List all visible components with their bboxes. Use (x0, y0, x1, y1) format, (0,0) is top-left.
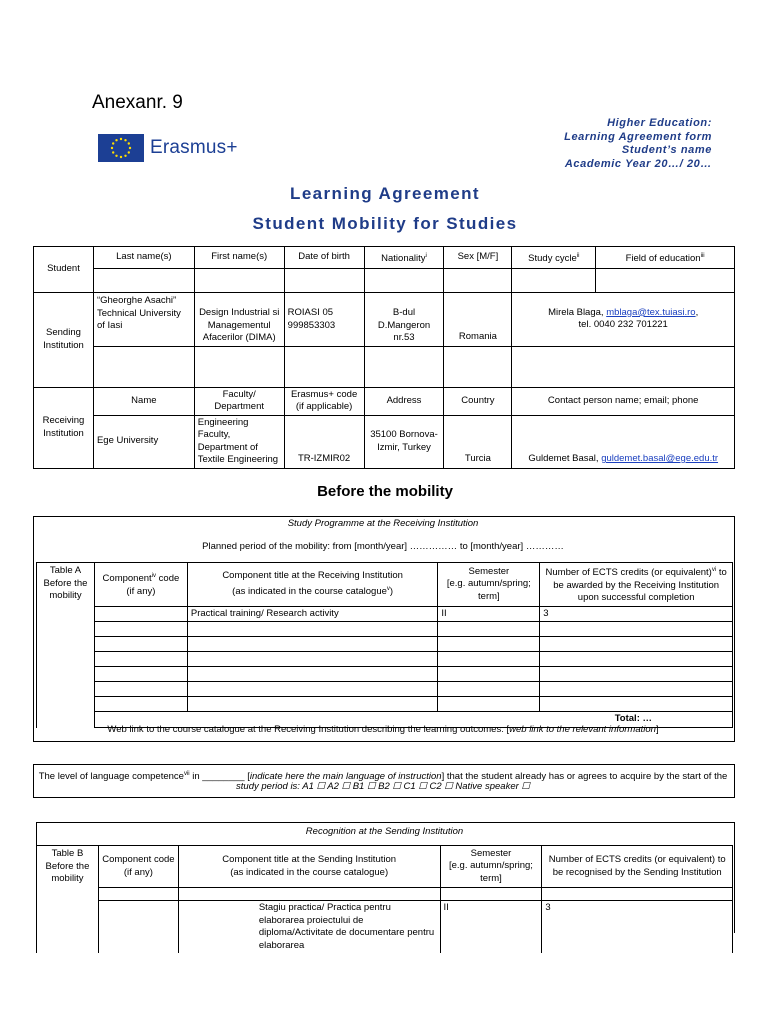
receiving-address: 35100 Bornova-Izmir, Turkey (364, 415, 444, 468)
sending-contact-email[interactable]: mblaga@tex.tuiasi.ro (606, 306, 696, 318)
sending-erasmus-code: ROIASI 05 999853303 (284, 293, 364, 347)
table-a-empty-cell[interactable] (540, 667, 733, 682)
table-a-empty-cell[interactable] (438, 652, 540, 667)
sending-empty-cell (284, 346, 364, 387)
table-b-empty-cell[interactable] (440, 888, 542, 901)
table-b-row-title[interactable]: Stagiu practica/ Practica pentru elaborarea proiectului de diploma/Activitate de documentare pentru elaborarea (178, 901, 440, 954)
erasmus-wordmark: Erasmus+ (150, 137, 238, 158)
student-header-dob: Date of birth (284, 247, 364, 269)
student-header-sex: Sex [M/F] (444, 247, 512, 269)
student-header-lastname: Last name(s) (93, 247, 194, 269)
student-field-value[interactable] (596, 269, 735, 293)
student-institution-table (33, 246, 735, 469)
header-line: Student’s name (621, 144, 712, 156)
table-a-empty-cell[interactable] (187, 622, 438, 637)
student-header-firstname: First name(s) (194, 247, 284, 269)
sending-empty-cell (512, 346, 735, 387)
table-b-header-semester: Semester [e.g. autumn/spring; term] (440, 846, 542, 888)
table-a-row-code[interactable] (94, 606, 187, 622)
eu-flag-icon (98, 134, 144, 162)
table-a-empty-cell[interactable] (438, 667, 540, 682)
table-a-row-ects[interactable]: 3 (540, 606, 733, 622)
table-b-label: Table B Before the mobility (37, 846, 99, 954)
table-a (36, 562, 733, 728)
table-a-empty-cell[interactable] (187, 682, 438, 697)
student-cycle-value[interactable] (512, 269, 596, 293)
sending-row-label: Sending Institution (34, 293, 94, 388)
table-a-empty-cell[interactable] (94, 697, 187, 712)
table-a-header-semester: Semester [e.g. autumn/spring; term] (438, 563, 540, 607)
table-b-header-code: Component code (if any) (98, 846, 178, 888)
sending-address: B-dul D.Mangeron nr.53 (364, 293, 444, 347)
receiving-header-name: Name (93, 387, 194, 415)
table-a-empty-cell[interactable] (438, 697, 540, 712)
table-b-row-ects[interactable]: 3 (542, 901, 733, 954)
table-b (36, 845, 733, 953)
erasmus-logo (98, 133, 238, 163)
table-a-empty-cell[interactable] (540, 622, 733, 637)
student-header-nationality: Nationality$^i$ (364, 247, 444, 269)
table-a-header-ects: Number of ECTS credits (or equivalent)$^{vi}$ to be awarded by the Receiving Institution upon successful completion (540, 563, 733, 607)
table-a-empty-cell[interactable] (540, 637, 733, 652)
table-a-empty-cell[interactable] (94, 652, 187, 667)
table-a-row-semester[interactable]: II (438, 606, 540, 622)
table-b-empty-cell[interactable] (542, 888, 733, 901)
table-b-header-title: Component title at the Sending Institution (as indicated in the course catalogue) (178, 846, 440, 888)
sending-empty-cell (93, 346, 194, 387)
table-a-label: Table A Before the mobility (37, 563, 95, 728)
student-header-field: Field of education$^{iii}$ (596, 247, 735, 269)
language-levels[interactable]: study period is: A1 ☐ A2 ☐ B1 ☐ B2 ☐ C1 ☐ C2 ☐ Native speaker ☐ (236, 781, 530, 792)
sending-contact: Mirela Blaga, mblaga@tex.tuiasi.ro, tel. 0040 232 701221 (512, 293, 735, 347)
student-header-study-cycle: Study cycle$^{ii}$ (512, 247, 596, 269)
weblink-placeholder[interactable]: web link to the relevant information (509, 724, 656, 735)
receiving-row-label: Receiving Institution (34, 387, 94, 468)
table-a-empty-cell[interactable] (438, 682, 540, 697)
language-competence-text: The level of language competence$^{vii}$ in ________ [indicate here the main language of instruction] that the student already has or agrees to acquire by the start of the (38, 771, 728, 783)
table-a-row-title[interactable]: Practical training/ Research activity (187, 606, 438, 622)
receiving-header-address: Address (364, 387, 444, 415)
sending-faculty: Design Industrial si Managementul Afacerilor (DIMA) (194, 293, 284, 347)
receiving-name: Ege University (93, 415, 194, 468)
header-line: Academic Year 20…/ 20… (564, 157, 712, 170)
receiving-contact-email[interactable]: guldemet.basal@ege.edu.tr (601, 453, 719, 464)
table-b-header-ects: Number of ECTS credits (or equivalent) to be recognised by the Sending Institution (542, 846, 733, 888)
receiving-header-country: Country (444, 387, 512, 415)
annex-label: Anexanr. 9 (92, 92, 183, 113)
receiving-header-faculty: Faculty/ Department (194, 387, 284, 415)
table-a-empty-cell[interactable] (438, 622, 540, 637)
table-a-header-code: Component$^{iv}$ code (if any) (94, 563, 187, 607)
table-b-empty-cell[interactable] (178, 888, 440, 901)
table-a-empty-cell[interactable] (94, 622, 187, 637)
table-a-empty-cell[interactable] (94, 682, 187, 697)
receiving-contact: Guldemet Basal, guldemet.basal@ege.edu.tr (512, 415, 735, 468)
sending-name: “Gheorghe Asachi” Technical University of Iasi (93, 293, 194, 347)
table-a-empty-cell[interactable] (540, 652, 733, 667)
receiving-erasmus-code: TR-IZMIR02 (284, 415, 364, 468)
student-dob-value[interactable] (284, 269, 364, 293)
table-a-empty-cell[interactable] (540, 697, 733, 712)
table-a-empty-cell[interactable] (187, 652, 438, 667)
student-nationality-value[interactable] (364, 269, 444, 293)
table-a-empty-cell[interactable] (94, 667, 187, 682)
table-a-header-title: Component title at the Receiving Institution (as indicated in the course catalogue$^v$) (187, 563, 438, 607)
form-header-right (564, 117, 712, 171)
student-row-label: Student (34, 247, 94, 293)
table-b-row-code[interactable] (98, 901, 178, 954)
header-line: Learning Agreement form (564, 130, 712, 143)
planned-period: Planned period of the mobility: from [month/year] …………… to [month/year] ………… (202, 541, 564, 552)
table-a-empty-cell[interactable] (438, 637, 540, 652)
receiving-country: Turcia (444, 415, 512, 468)
table-a-empty-cell[interactable] (187, 667, 438, 682)
recognition-title: Recognition at the Sending Institution (305, 826, 464, 837)
table-a-empty-cell[interactable] (187, 637, 438, 652)
table-b-empty-cell[interactable] (98, 888, 178, 901)
table-a-empty-cell[interactable] (187, 697, 438, 712)
table-a-empty-cell[interactable] (540, 682, 733, 697)
study-programme-title: Study Programme at the Receiving Institution (287, 518, 479, 529)
sending-country: Romania (444, 293, 512, 347)
sending-empty-cell (364, 346, 444, 387)
sending-empty-cell (444, 346, 512, 387)
before-mobility-heading: Before the mobility (317, 483, 453, 500)
student-lastname-value[interactable] (93, 269, 194, 293)
receiving-header-contact: Contact person name; email; phone (512, 387, 735, 415)
page-subtitle: Student Mobility for Studies (252, 214, 518, 233)
page-title: Learning Agreement (290, 184, 480, 203)
course-catalogue-weblink: Web link to the course catalogue at the Receiving Institution describing the learning outcomes: [web link to the relevant information] (107, 724, 659, 735)
receiving-header-code: Erasmus+ code (if applicable) (284, 387, 364, 415)
receiving-faculty: Engineering Faculty, Department of Textile Engineering (194, 415, 284, 468)
student-sex-value[interactable] (444, 269, 512, 293)
student-firstname-value[interactable] (194, 269, 284, 293)
header-line: Higher Education: (607, 117, 712, 129)
table-b-row-semester[interactable]: II (440, 901, 542, 954)
table-a-total: Total: … (94, 712, 732, 728)
table-a-empty-cell[interactable] (94, 637, 187, 652)
sending-empty-cell (194, 346, 284, 387)
